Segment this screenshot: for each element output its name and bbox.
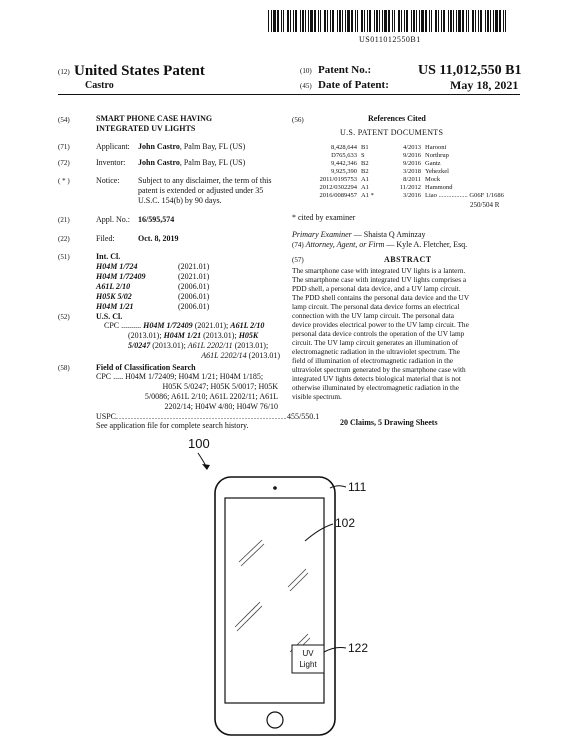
us-cl-code: A61L 2202/14 (201, 351, 247, 360)
abstract-line: integrated UV lights detects biological material that is not (292, 374, 461, 383)
reference-number: 8,428,644 (331, 144, 357, 151)
int-cl-row (96, 302, 276, 312)
us-cl-cpc: CPC .......... (104, 321, 142, 330)
uspc-value: 455/550.1 (287, 412, 320, 421)
reference-row (292, 152, 520, 160)
field-search-line: H05K 5/0247; H05K 5/0017; H05K (162, 382, 278, 391)
barcode-bar (287, 10, 289, 32)
ref-label-122: 122 (348, 641, 369, 655)
us-cl-code: H04M 1/72409 (143, 321, 193, 330)
abstract-line: circuit. The UV lamp circuit generates an illumination of (292, 338, 459, 347)
us-cl-code: A61L 2202/11 (187, 341, 233, 350)
reference-row (292, 176, 520, 184)
barcode-bar (404, 10, 405, 32)
reference-date: 9/2016 (402, 160, 421, 167)
field-number-72: (72) (58, 159, 70, 167)
barcode-bar (468, 10, 469, 32)
arrowhead-100 (202, 464, 210, 470)
reference-number: 2011/0195753 (319, 176, 357, 183)
uspc-leader: ......................................................... (116, 412, 288, 421)
filed-value: Oct. 8, 2019 (138, 234, 179, 243)
barcode-bar (458, 10, 461, 32)
barcode-bar (394, 10, 395, 32)
barcode-bar (351, 10, 353, 32)
barcode-bar (406, 10, 408, 32)
invention-title-line1: SMART PHONE CASE HAVING (96, 114, 213, 123)
barcode-bar (302, 10, 304, 32)
barcode-bar (485, 10, 486, 32)
abstract-line: The PDD shell contains the personal data device and the UV (292, 293, 470, 302)
us-patent-documents-label: U.S. PATENT DOCUMENTS (340, 128, 444, 137)
cited-by-examiner: * cited by examiner (292, 213, 356, 222)
reference-name: Northrup (425, 152, 449, 159)
barcode-bar (277, 10, 279, 32)
us-cl-label: U.S. Cl. (96, 312, 123, 321)
inventor-location: , Palm Bay, FL (US) (179, 158, 246, 167)
abstract-line: otherwise illuminated by electromagnetic radiation in the (292, 383, 459, 392)
barcode-bar (392, 10, 393, 32)
reference-kind: B1 (361, 144, 369, 151)
abstract-line: field of illumination of electromagnetic radiation in the (292, 356, 454, 365)
barcode-bar (305, 10, 306, 32)
field-number-57: (57) (292, 256, 304, 264)
int-cl-list (96, 262, 276, 312)
field-number-10: (10) (300, 67, 312, 75)
reference-number: 9,442,346 (331, 160, 357, 167)
barcode-bar (337, 10, 338, 32)
barcode-bar (480, 10, 482, 32)
int-cl-row (96, 272, 276, 282)
abstract-line: ultraviolet spectrum generated by the smartphone case with (292, 365, 466, 374)
barcode-bar (475, 10, 476, 32)
barcode-bar (355, 10, 356, 32)
barcode-bar (495, 10, 498, 32)
us-cl-code: A61L 2/10 (230, 321, 265, 330)
int-cl-row (96, 282, 276, 292)
reference-name: Gantz (425, 160, 441, 167)
field-number-74: (74) (292, 241, 304, 249)
reference-name: Hammond (425, 184, 453, 191)
inventor-label: Inventor: (96, 158, 126, 167)
field-search-label: Field of Classification Search (96, 363, 196, 372)
reference-row (292, 184, 520, 192)
us-cl-date: (2013.01) (246, 351, 280, 360)
patent-number: US 11,012,550 B1 (418, 63, 522, 78)
ref-label-102: 102 (335, 516, 356, 530)
applicant-label: Applicant: (96, 142, 130, 151)
barcode-bar (357, 10, 358, 32)
barcode-bar (379, 10, 380, 32)
field-search-line: 2202/14; H04W 4/80; H04W 76/10 (164, 402, 278, 411)
field-search-line: CPC ..... H04M 1/72409; H04M 1/21; H04M 1/185; (96, 372, 264, 381)
applicant-value (138, 142, 245, 151)
attorney-label: Attorney, Agent, or Firm (305, 240, 385, 249)
us-cl-date: (2013.01); (150, 341, 188, 350)
barcode-bar (487, 10, 489, 32)
barcode-bar (367, 10, 368, 32)
barcode-bar (453, 10, 454, 32)
barcode-bar (411, 10, 412, 32)
abstract-line: personal data device controls the operation of the UV lamp (292, 329, 465, 338)
notice-label: Notice: (96, 176, 120, 185)
reference-row (292, 160, 520, 168)
applicant-name: John Castro (138, 142, 180, 151)
int-cl-code: H04M 1/724 (96, 262, 138, 271)
int-cl-date: (2006.01) (178, 292, 210, 301)
barcode-bar (505, 10, 506, 32)
barcode-bar (388, 10, 390, 32)
field-number-22: (22) (58, 235, 70, 243)
int-cl-code: H04M 1/21 (96, 302, 134, 311)
barcode-bar (314, 10, 316, 32)
barcode-bar (347, 10, 350, 32)
barcode-bar (462, 10, 464, 32)
barcode-bar (421, 10, 424, 32)
barcode-bar (271, 10, 272, 32)
reference-kind: S (361, 152, 365, 159)
barcode-bar (281, 10, 282, 32)
reference-name: Liao .................. G06F 1/1686 (425, 192, 504, 199)
barcode-bar (332, 10, 334, 32)
uv-light-label-line1: UV (302, 649, 314, 658)
barcode-bar (450, 10, 452, 32)
field-number-notice: ( * ) (58, 177, 70, 185)
barcode-bar (310, 10, 313, 32)
reference-number: 2016/0089457 (319, 192, 357, 199)
abstract-text (292, 266, 520, 401)
attorney-name: — Kyle A. Fletcher, Esq. (384, 240, 468, 249)
us-cl-date: (2013.01); (232, 341, 269, 350)
barcode-bar (382, 10, 383, 32)
field-number-56: (56) (292, 116, 304, 124)
barcode-bar (330, 10, 331, 32)
uv-light-label-line2: Light (299, 660, 317, 669)
field-number-12: (12) (58, 68, 70, 76)
barcode-bar (401, 10, 402, 32)
barcode-bar (416, 10, 417, 32)
us-cl-date: (2013.01); (201, 331, 239, 340)
references-cited-label: References Cited (368, 114, 426, 123)
reference-number: 9,925,390 (331, 168, 357, 175)
reference-kind: A1 (361, 176, 369, 183)
reference-number: D765,633 (331, 152, 357, 159)
barcode-bar (503, 10, 504, 32)
inventor-value (138, 158, 245, 167)
barcode-bar (308, 10, 309, 32)
ref-label-100: 100 (188, 436, 210, 451)
field-number-54: (54) (58, 116, 70, 124)
primary-examiner-label: Primary Examiner (292, 230, 352, 239)
see-application-note: See application file for complete search history. (96, 421, 249, 430)
barcode-bar (478, 10, 479, 32)
int-cl-date: (2021.01) (178, 272, 210, 281)
abstract-line: electromagnetic radiation in the ultraviolet spectrum. The (292, 347, 460, 356)
reference-number: 2012/0302294 (319, 184, 357, 191)
barcode-bar (320, 10, 321, 32)
invention-title-line2: INTEGRATED UV LIGHTS (96, 124, 196, 133)
inventor-name: John Castro (138, 158, 180, 167)
reference-name: Mock (425, 176, 441, 183)
barcode-bar (441, 10, 442, 32)
primary-examiner-name: — Shaista Q Aminzay (351, 230, 426, 239)
home-button (267, 712, 283, 728)
barcode-bar (364, 10, 365, 32)
attorney-line (292, 240, 467, 250)
field-number-21: (21) (58, 216, 70, 224)
barcode-bar (268, 10, 269, 32)
int-cl-label: Int. Cl. (96, 252, 121, 261)
ref-label-111: 111 (348, 480, 367, 494)
camera-dot (273, 486, 277, 490)
reference-date: 8/2011 (403, 176, 421, 183)
notice-line1: Subject to any disclaimer, the term of this (138, 176, 272, 185)
barcode-bar (374, 10, 375, 32)
reference-name: Harooni (425, 144, 447, 151)
barcode-bar (448, 10, 449, 32)
field-number-71: (71) (58, 143, 70, 151)
barcode (268, 10, 508, 32)
barcode-bar (425, 10, 427, 32)
field-search-text (96, 372, 278, 412)
applicant-location: , Palm Bay, FL (US) (179, 142, 246, 151)
phone-case-figure (180, 432, 410, 737)
claims-sheets: 20 Claims, 5 Drawing Sheets (340, 418, 438, 427)
patent-type-title: United States Patent (74, 63, 205, 79)
barcode-bar (435, 10, 437, 32)
us-cl-code: H04M 1/21 (163, 331, 202, 340)
notice-line2: patent is extended or adjusted under 35 (138, 186, 264, 195)
us-cl-date: (2013.01); (128, 331, 164, 340)
reference-date: 11/2012 (399, 184, 421, 191)
us-cl-code: H05K (238, 331, 259, 340)
barcode-bar (472, 10, 474, 32)
reference-name: Yehezkel (425, 168, 449, 175)
patent-no-label: Patent No.: (318, 64, 372, 76)
reference-date: 9/2016 (402, 152, 421, 159)
field-number-58: (58) (58, 364, 70, 372)
barcode-bar (490, 10, 491, 32)
barcode-bar (369, 10, 371, 32)
barcode-bar (456, 10, 457, 32)
int-cl-code: H04M 1/72409 (96, 272, 146, 281)
barcode-bar (429, 10, 430, 32)
abstract-line: visible spectrum. (292, 392, 342, 401)
barcode-bar (300, 10, 301, 32)
reference-kind: B2 (361, 168, 369, 175)
abstract-line: The smartphone case with integrated UV lights is a lantern. (292, 266, 466, 275)
barcode-bar (419, 10, 420, 32)
barcode-bar (413, 10, 415, 32)
barcode-bar (466, 10, 467, 32)
barcode-bar (438, 10, 439, 32)
barcode-bar (327, 10, 328, 32)
barcode-bar (493, 10, 494, 32)
barcode-bar (318, 10, 319, 32)
header-divider (58, 94, 520, 95)
notice-line3: U.S.C. 154(b) by 90 days. (138, 196, 222, 205)
barcode-bar (384, 10, 387, 32)
barcode-bar (345, 10, 346, 32)
abstract-line: device provides electrical power to the UV lamp circuit. The (292, 320, 469, 329)
barcode-bar (293, 10, 294, 32)
reference-date: 3/2018 (402, 168, 421, 175)
barcode-bar (398, 10, 400, 32)
header-inventor: Castro (85, 80, 114, 91)
abstract-line: PDD shell, a personal data device, and a UV lamp circuit. (292, 284, 461, 293)
abstract-line: lamp circuit. The personal data device forms an electrical (292, 302, 460, 311)
reference-date: 3/2016 (402, 192, 421, 199)
reference-kind: A1 (361, 184, 369, 191)
appl-no-label: Appl. No.: (96, 215, 130, 224)
us-cl-date: (2021.01); (192, 321, 231, 330)
reference-row (292, 192, 520, 200)
int-cl-row (96, 262, 276, 272)
uspc-label: USPC (96, 412, 117, 421)
reference-date: 4/2013 (402, 144, 421, 151)
barcode-bar (361, 10, 363, 32)
reference-kind: B2 (361, 160, 369, 167)
barcode-bar (443, 10, 445, 32)
appl-no-value: 16/595,574 (138, 215, 175, 224)
int-cl-code: A61L 2/10 (96, 282, 131, 291)
barcode-bar (290, 10, 291, 32)
int-cl-date: (2021.01) (178, 262, 210, 271)
barcode-bar (339, 10, 341, 32)
field-number-52: (52) (58, 313, 70, 321)
reference-kind: A1 * (361, 192, 374, 199)
field-number-45: (45) (300, 82, 312, 90)
reference-continuation: 250/504 R (470, 201, 500, 209)
barcode-bar (273, 10, 276, 32)
filed-label: Filed: (96, 234, 115, 243)
field-number-51: (51) (58, 253, 70, 261)
int-cl-row (96, 292, 276, 302)
date-of-patent-label: Date of Patent: (318, 79, 389, 91)
references-list (292, 144, 520, 200)
reference-row (292, 144, 520, 152)
abstract-label: ABSTRACT (384, 255, 432, 264)
barcode-bar (324, 10, 326, 32)
us-cl-text (104, 321, 280, 361)
barcode-number: US011012550B1 (359, 35, 421, 44)
barcode-bar (342, 10, 343, 32)
reference-row (292, 168, 520, 176)
int-cl-date: (2006.01) (178, 282, 210, 291)
int-cl-date: (2006.01) (178, 302, 210, 311)
barcode-bar (283, 10, 284, 32)
us-cl-code: 5/0247 (128, 341, 151, 350)
primary-examiner (292, 230, 426, 240)
barcode-bar (376, 10, 378, 32)
barcode-bar (431, 10, 432, 32)
barcode-bar (295, 10, 297, 32)
barcode-bar (499, 10, 501, 32)
date-of-patent: May 18, 2021 (450, 78, 519, 92)
abstract-line: connection with the UV lamp circuit. The personal data (292, 311, 455, 320)
notice-text (138, 176, 278, 206)
abstract-line: The smartphone case with integrated UV lights comprises a (292, 275, 467, 284)
int-cl-code: H05K 5/02 (96, 292, 132, 301)
field-search-line: 5/0086; A61L 2/10; A61L 2202/11; A61L (144, 392, 278, 401)
